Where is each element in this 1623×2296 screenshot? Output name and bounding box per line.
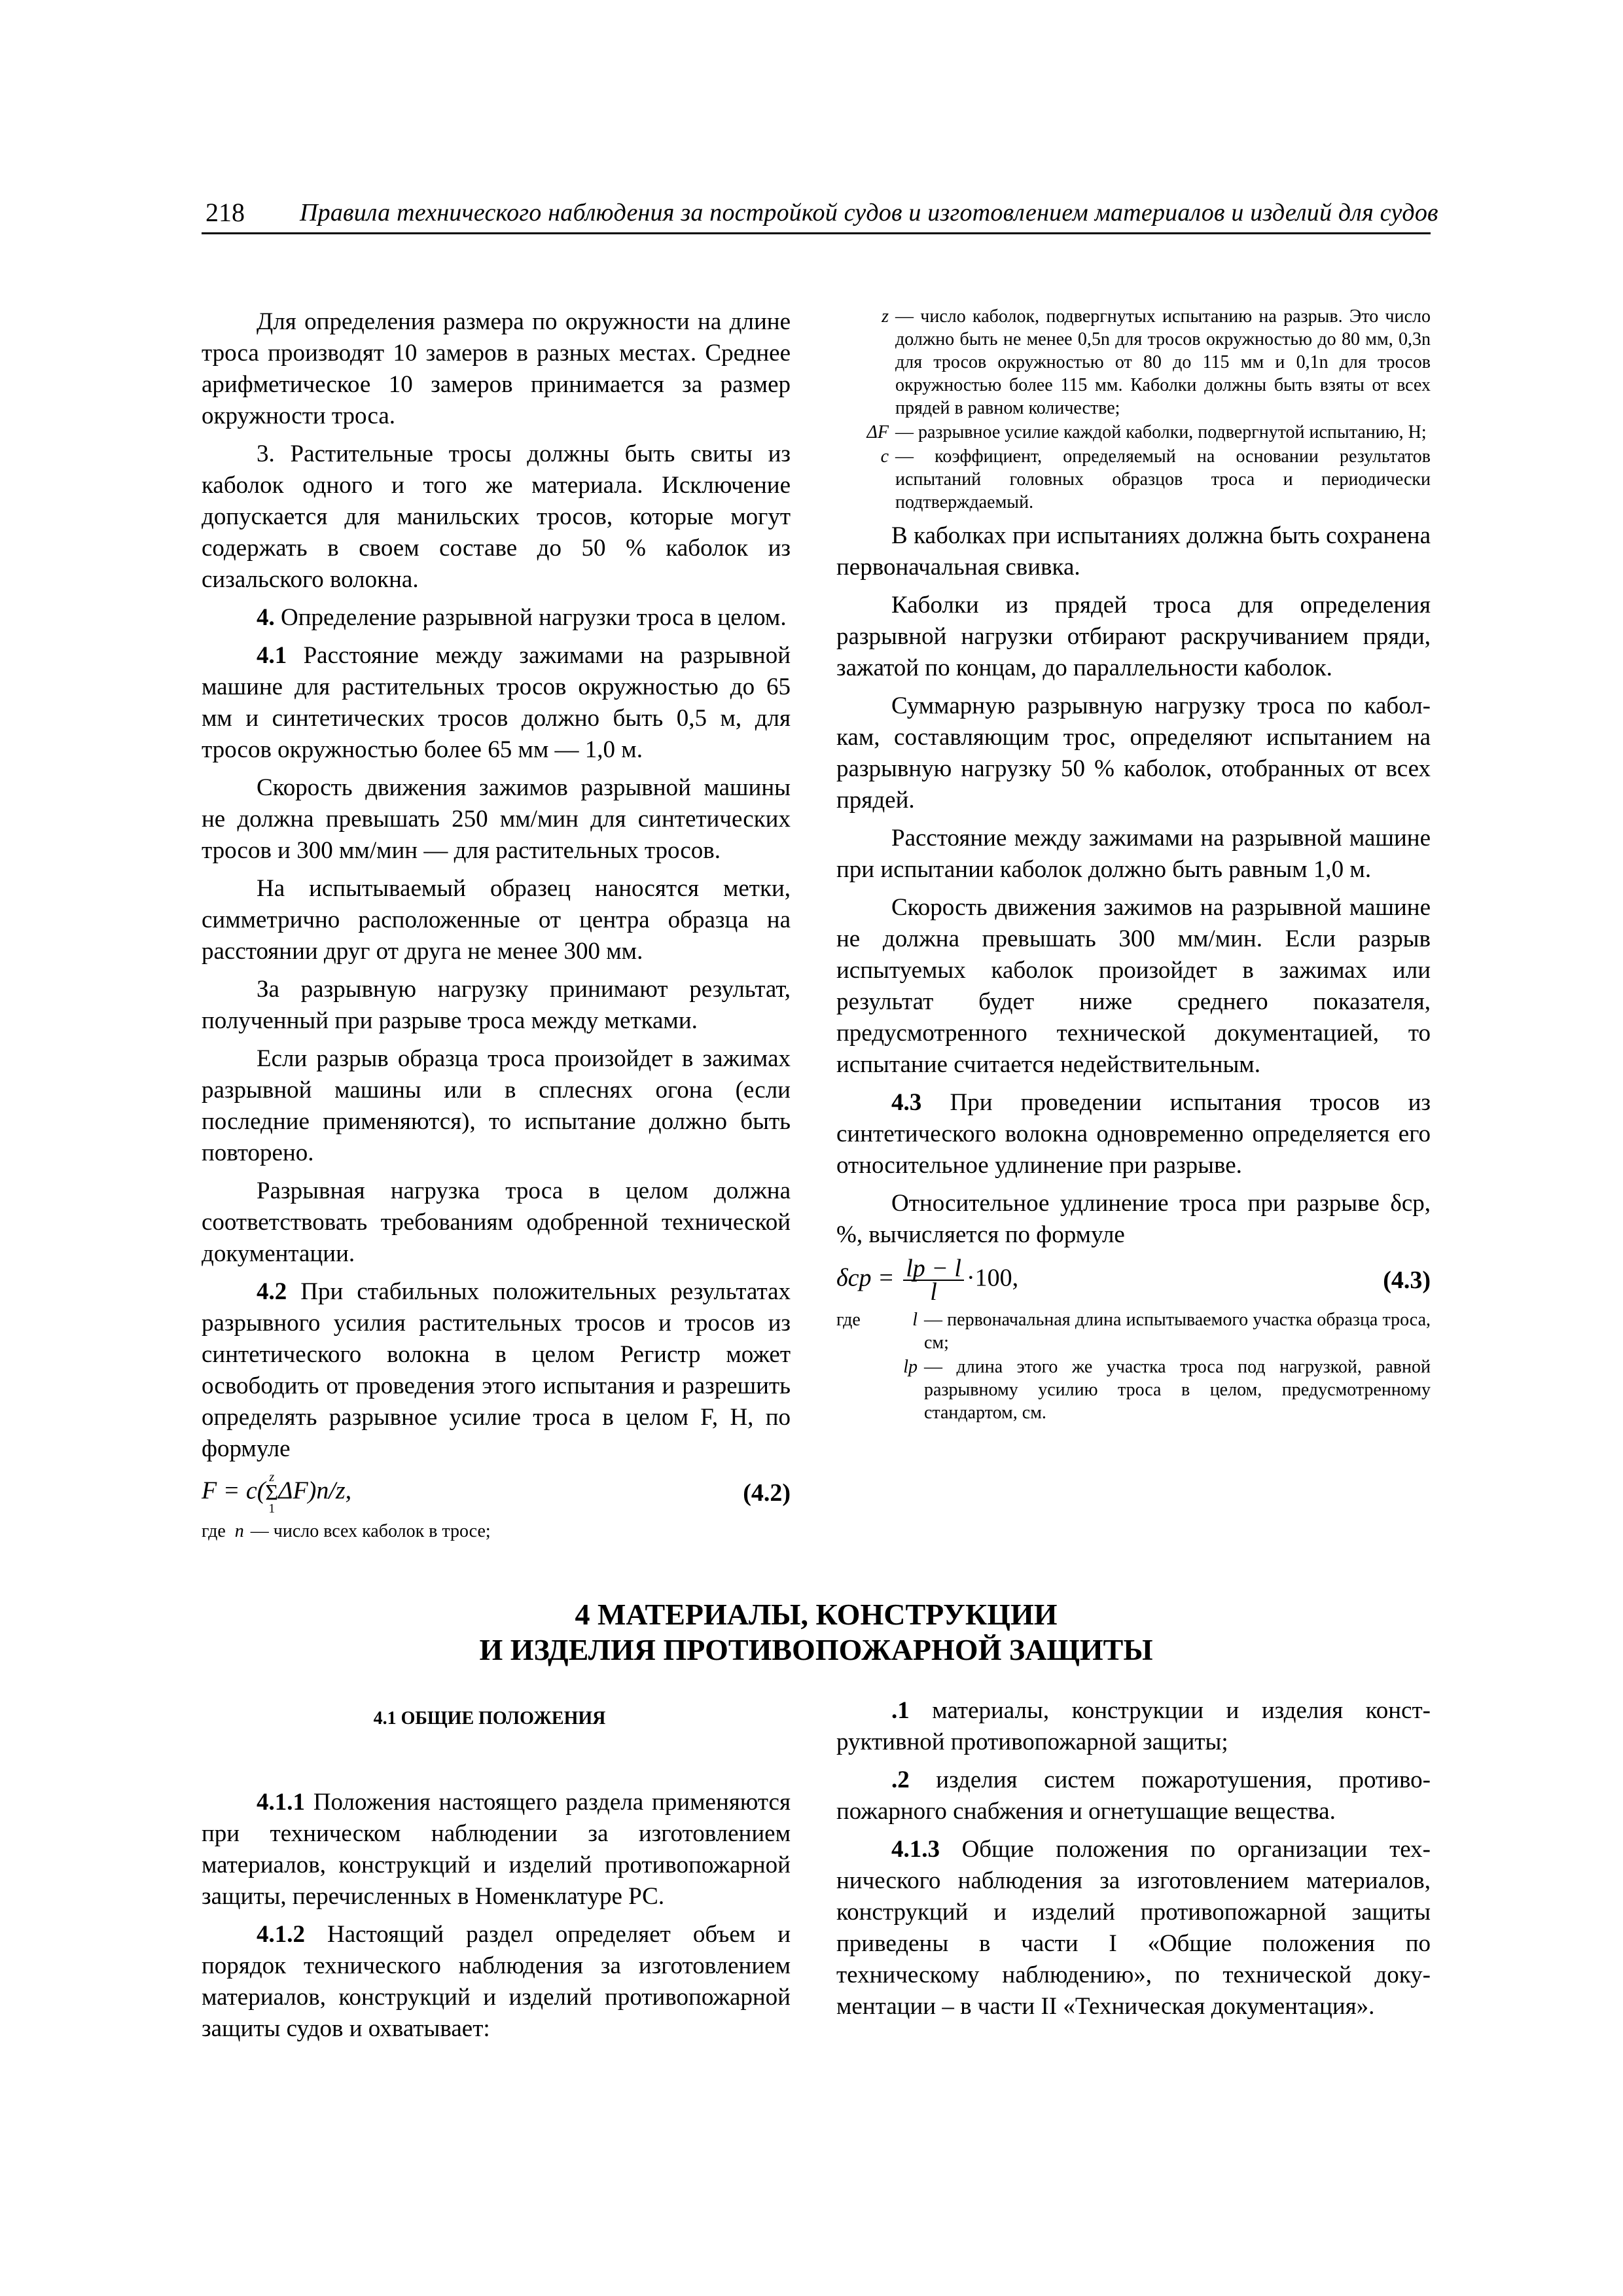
legend-text: — первоначальная длина испытываемого участка образца троса, см; [924, 1310, 1431, 1353]
running-title: Правила технического наблюдения за постройкой судов и изготовлением материалов и изделий для судов [300, 199, 1438, 226]
legend-item: где l — первоначальная длина испытываемого участка образца троса, см; [836, 1310, 1431, 1353]
paragraph: На испытываемый образец наносятся метки, симметрично расположенные от центра образца на расстоянии друг от друга не менее 300 мм. [202, 875, 791, 965]
legend-symbol: ΔF [866, 422, 889, 442]
clause-number: 4.1.3 [891, 1836, 940, 1863]
paragraph: Разрывная нагрузка троса в целом должна соответствовать требованиям одобренной технической документации. [202, 1177, 791, 1267]
paragraph: Скорость движения зажимов разрывной машины не должна превышать 250 мм/мин для синтетических тросов и 300 мм/мин — для растительных тросов. [202, 774, 791, 864]
legend-symbol: c [880, 446, 889, 467]
formula-4-3 [836, 1255, 1431, 1306]
list-item: .2 изделия систем пожаротушения, противопожарного снабжения и огнетушащие вещества. [836, 1767, 1431, 1825]
clause-number: 4.1.2 [257, 1921, 305, 1948]
upper-left-column [202, 306, 791, 1544]
clause-number: 4.3 [891, 1089, 922, 1116]
formula-legend [836, 1308, 1431, 1424]
paragraph: 4.1.2 Настоящий раздел определяет объем и порядок технического наблюдения за изготовлением материалов, конструкций и изделий противопожарной защиты судов и охватывает: [202, 1921, 791, 2042]
paragraph: 4.1.3 Общие положения по организации технического наблюдения за изготовлением материалов, конструкций и изделий противопожарной защиты приведены в части I «Общие положения по техническому наблюдению», по технической документации – в части II «Техническая документация». [836, 1836, 1431, 2020]
section-right-column [836, 1695, 1431, 2029]
item-number: .1 [891, 1697, 910, 1724]
clause-number: 4. [257, 604, 275, 631]
legend-item: где n — число всех каболок в тросе; [202, 1521, 491, 1541]
formula-legend [836, 305, 1431, 514]
legend-item [836, 305, 1431, 420]
legend-symbol: lр [903, 1357, 918, 1377]
list-item: .1 материалы, конструкции и изделия конструктивной противопожарной защиты; [836, 1697, 1431, 1755]
legend-symbol: l [912, 1310, 918, 1330]
paragraph: Расстояние между зажимами на разрывной машине при испытании каболок должно быть равным 1,0 м. [836, 825, 1431, 883]
paragraph: В каболках при испытаниях должна быть сохранена первоначальная свивка. [836, 522, 1431, 581]
paragraph: 4.2 При стабильных положительных результатах разрывного усилия растительных тросов и тросов из синтетического волокна в целом Регистр может освободить от проведения этого испытания и разрешить определять разрывное усилие троса в целом F, Н, по формуле [202, 1278, 791, 1462]
paragraph: 4.1.1 Положения настоящего раздела применяются при техническом наблюдении за изготовлением материалов, конструкций и изделий противопожарной защиты, перечисленных в Номенклатуре РС. [202, 1789, 791, 1910]
paragraph: Относительное удлинение троса при разрыве δср, %, вычисляется по формуле [836, 1190, 1431, 1248]
legend-text: — разрывное усилие каждой каболки, подвергнутой испытанию, Н; [895, 422, 1427, 442]
legend-item [836, 445, 1431, 514]
paragraph: За разрывную нагрузку принимают результат, полученный при разрыве троса между метками. [202, 976, 791, 1034]
running-header [202, 193, 1438, 234]
section-left-column [202, 1787, 791, 2051]
page-number: 218 [205, 198, 245, 227]
paragraph: Для определения размера по окружности на длине троса производят 10 замеров в разных местах. Среднее арифметическое 10 замеров принимается за размер окружности троса. [202, 308, 791, 429]
subsection-title: 4.1 ОБЩИЕ ПОЛОЖЕНИЯ [373, 1708, 606, 1729]
paragraph: Суммарную разрывную нагрузку троса по каболкам, составляющим трос, определяют испытанием на разрывную нагрузку 50 % каболок, отобранных от всех прядей. [836, 692, 1431, 814]
fraction: $\frac{lр - l}{l}$ [903, 1257, 964, 1303]
paragraph: 4.1 Расстояние между зажимами на разрывной машине для растительных тросов окружностью до 65 мм и синтетических тросов должно быть 0,5 м, для тросов окружностью более 65 мм — 1,0 м. [202, 642, 791, 763]
clause-number: 4.1.1 [257, 1789, 305, 1816]
formula-expression: δср = $\frac{lр - l}{l}$ ·100, [836, 1255, 1019, 1306]
paragraph: Каболки из прядей троса для определения разрывной нагрузки отбирают раскручиванием пряди, зажатой по концам, до параллельности каболок. [836, 592, 1431, 681]
legend-symbol: z [882, 306, 889, 327]
legend-item [836, 1355, 1431, 1424]
upper-right-column [836, 305, 1431, 1426]
paragraph: 4.3 При проведении испытания тросов из синтетического волокна одновременно определяется его относительное удлинение при разрыве. [836, 1089, 1431, 1179]
legend-text: — длина этого же участка троса под нагрузкой, равной разрывному усилию троса в целом, предусмотренному стандартом, см. [924, 1357, 1431, 1423]
formula-4-2 [202, 1471, 791, 1515]
clause-number: 4.2 [257, 1278, 287, 1305]
paragraph: 3. Растительные тросы должны быть свиты из каболок одного и того же материала. Исключение допускается для манильских тросов, которые могут содержать в своем составе до 50 % каболок из сизальского волокна. [202, 440, 791, 593]
legend-item [836, 421, 1431, 444]
paragraph: Если разрыв образца троса произойдет в зажимах разрывной машины или в сплеснях огона (если последние применяются), то испытание должно быть повторено. [202, 1045, 791, 1166]
clause-number: 4.1 [257, 642, 287, 669]
section-title: 4 МАТЕРИАЛЫ, КОНСТРУКЦИИ И ИЗДЕЛИЯ ПРОТИВОПОЖАРНОЙ ЗАЩИТЫ [479, 1598, 1153, 1666]
paragraph: Скорость движения зажимов на разрывной машине не должна превышать 300 мм/мин. Если разрыв испытуемых каболок произойдет в зажимах или результат будет ниже среднего показателя, предусмотренного технической документацией, то испытание считается недействительным. [836, 894, 1431, 1078]
legend-text: — коэффициент, определяемый на основании результатов испытаний головных образцов троса и периодически подтверждаемый. [895, 446, 1431, 512]
item-number: .2 [891, 1767, 910, 1793]
legend-text: — число каболок, подвергнутых испытанию на разрыв. Это число должно быть не менее 0,5n для тросов окружностью до 80 мм, 0,3n для тросов окружностью от 80 до 115 мм и 0,1n для тросов окружностью более 115 мм. Каболки должны быть взяты от всех прядей в равном количестве; [895, 306, 1431, 418]
formula-expression: F = c( z Σ 1 ΔF)n/z, [202, 1470, 352, 1516]
formula-legend [202, 1520, 791, 1543]
formula-number: (4.3) [1383, 1266, 1431, 1294]
formula-number: (4.2) [743, 1479, 791, 1507]
paragraph: 4. Определение разрывной нагрузки троса в целом. [257, 604, 787, 631]
